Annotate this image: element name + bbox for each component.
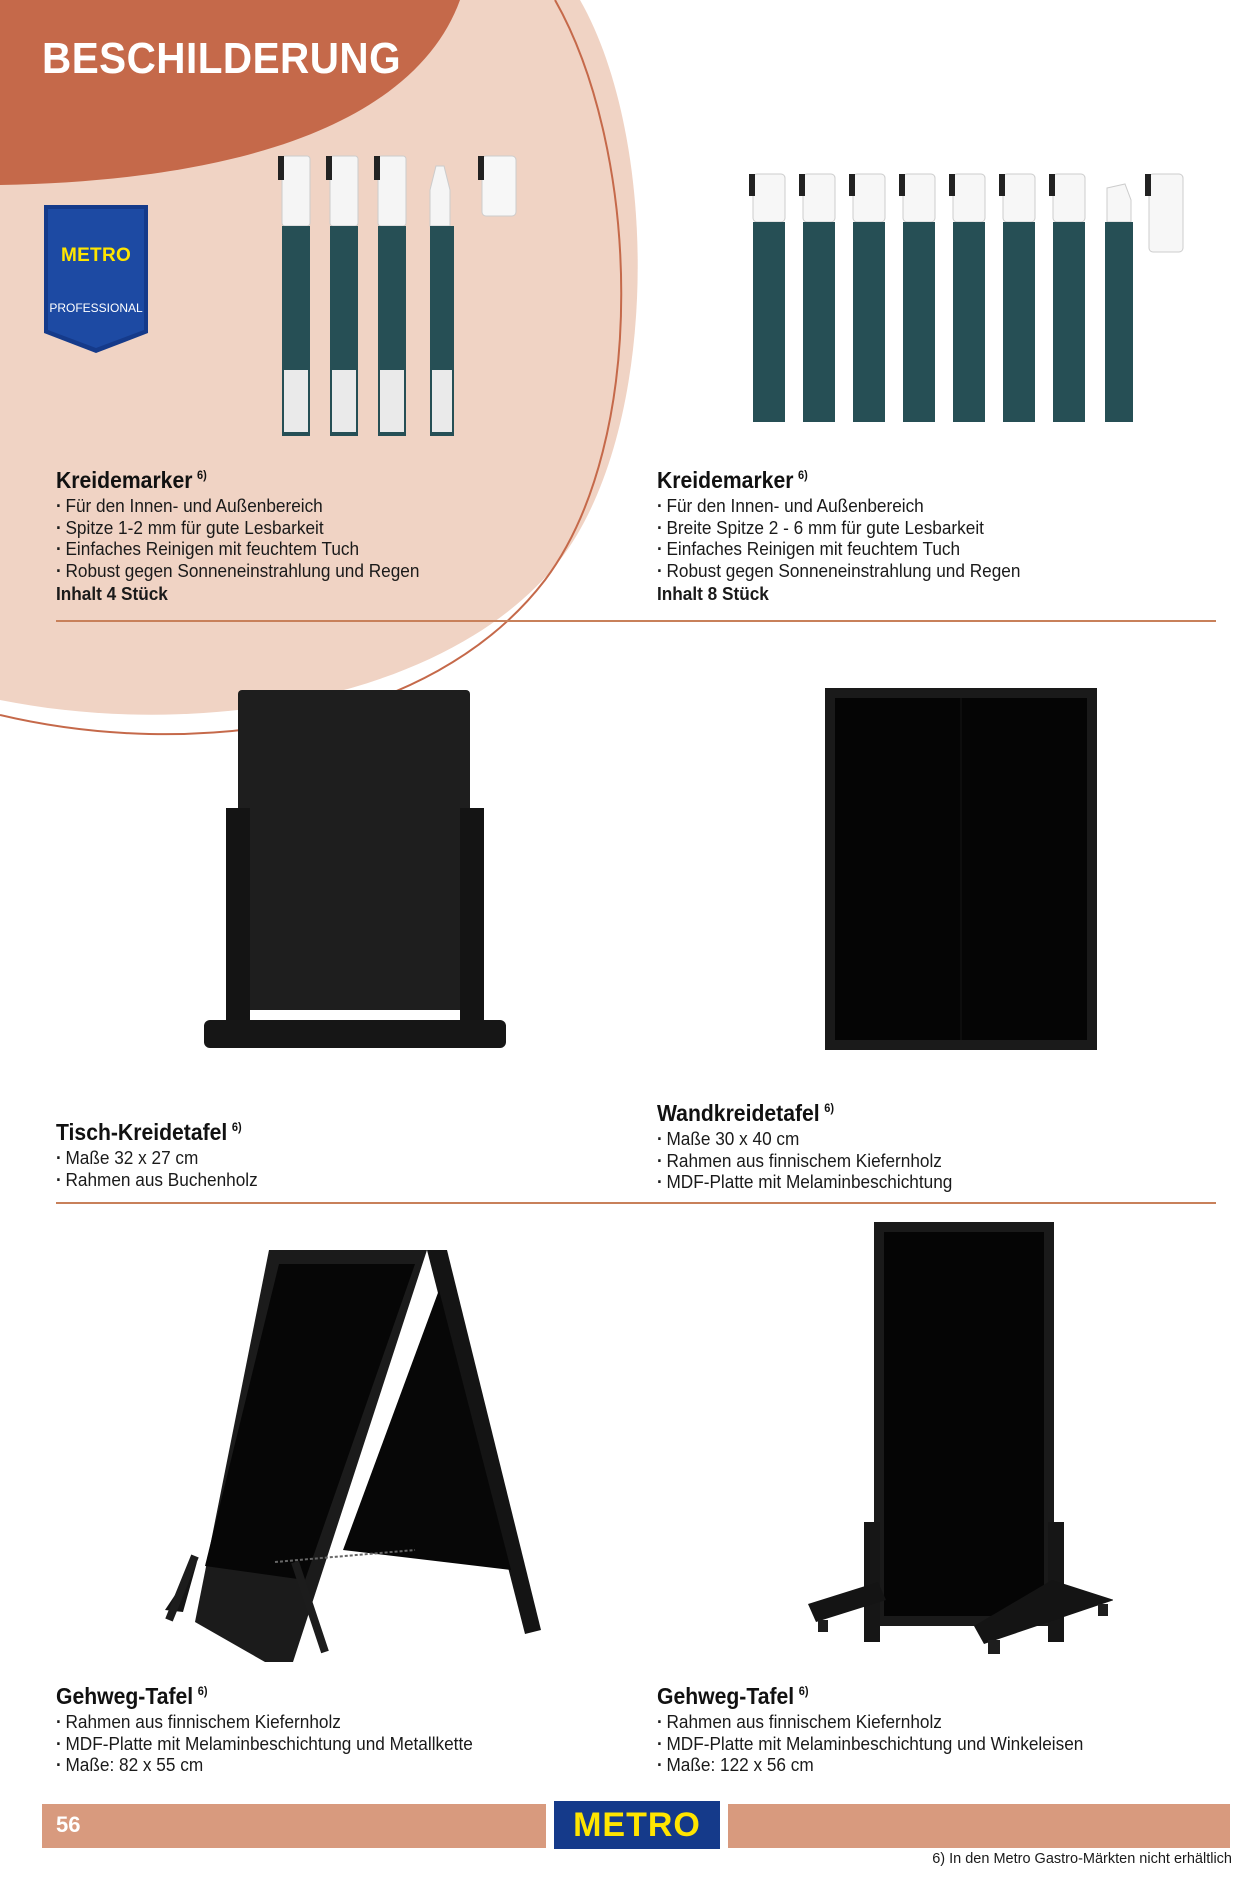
bullet-item: · Einfaches Reinigen mit feuchtem Tuch bbox=[657, 538, 1178, 560]
footnote-ref: 6) bbox=[197, 468, 207, 482]
product-gehweg-tafel-a bbox=[56, 1676, 616, 1776]
product-title bbox=[657, 1093, 1172, 1128]
standing-sidewalk-board-icon bbox=[808, 1222, 1113, 1662]
bullet-item: · Robust gegen Sonneneinstrahlung und Regen bbox=[56, 560, 577, 582]
badge-brand: METRO bbox=[60, 245, 132, 266]
bullet-item: · Für den Innen- und Außenbereich bbox=[56, 495, 577, 517]
product-wandkreidetafel bbox=[657, 1093, 1217, 1193]
bullet-item: · Für den Innen- und Außenbereich bbox=[657, 495, 1178, 517]
bullet-item: · Robust gegen Sonneneinstrahlung und Regen bbox=[657, 560, 1178, 582]
wall-chalkboard-icon bbox=[825, 688, 1097, 1050]
footnote-ref: 6) bbox=[197, 1684, 208, 1698]
bullet-item: · Rahmen aus finnischem Kiefernholz bbox=[657, 1150, 1178, 1172]
product-bullets bbox=[56, 1711, 616, 1776]
footnote: 6) In den Metro Gastro-Märkten nicht erhältlich bbox=[932, 1851, 1232, 1867]
chalk-marker-set-4-icon bbox=[270, 150, 530, 445]
bullet-item: · Maße 32 x 27 cm bbox=[56, 1147, 577, 1169]
a-frame-sidewalk-board-icon bbox=[165, 1250, 545, 1662]
metro-logo-text: METRO bbox=[573, 1806, 701, 1844]
product-bullets bbox=[657, 1128, 1217, 1193]
table-chalkboard-icon bbox=[200, 690, 510, 1050]
product-title bbox=[657, 460, 1172, 495]
footnote-ref: 6) bbox=[798, 1684, 809, 1698]
bullet-item: · Maße 30 x 40 cm bbox=[657, 1128, 1178, 1150]
section-divider bbox=[56, 1202, 1216, 1204]
metro-professional-badge bbox=[44, 205, 148, 353]
footnote-ref: 6) bbox=[824, 1101, 835, 1115]
product-name: Wandkreidetafel bbox=[657, 1100, 820, 1126]
bullet-item: · MDF-Platte mit Melaminbeschichtung bbox=[657, 1171, 1178, 1193]
footnote-ref: 6) bbox=[231, 1120, 242, 1134]
badge-sub: PROFESSIONAL bbox=[49, 301, 143, 315]
page-number: 56 bbox=[56, 1812, 81, 1837]
bullet-item: · Breite Spitze 2 - 6 mm für gute Lesbarkeit bbox=[657, 517, 1178, 539]
product-name: Gehweg-Tafel bbox=[56, 1683, 194, 1709]
footnote-ref: 6) bbox=[798, 468, 808, 482]
product-name: Gehweg-Tafel bbox=[657, 1683, 795, 1709]
product-tisch-kreidetafel bbox=[56, 1112, 616, 1190]
product-kreidemarker-8 bbox=[657, 460, 1217, 607]
product-content: Inhalt 4 Stück bbox=[56, 583, 168, 604]
product-name: Kreidemarker bbox=[56, 467, 193, 493]
chalk-marker-set-8-icon bbox=[745, 170, 1190, 425]
bullet-item: · Einfaches Reinigen mit feuchtem Tuch bbox=[56, 538, 577, 560]
product-bullets bbox=[56, 495, 616, 581]
product-bullets bbox=[657, 1711, 1217, 1776]
bullet-item: · Rahmen aus finnischem Kiefernholz bbox=[657, 1711, 1178, 1733]
product-title bbox=[657, 1676, 1172, 1711]
product-name: Tisch-Kreidetafel bbox=[56, 1119, 228, 1145]
product-title bbox=[56, 1676, 571, 1711]
product-title bbox=[56, 460, 571, 495]
bullet-item: · Spitze 1-2 mm für gute Lesbarkeit bbox=[56, 517, 577, 539]
product-title bbox=[56, 1112, 571, 1147]
bullet-item: · Maße: 122 x 56 cm bbox=[657, 1754, 1178, 1776]
page-title: BESCHILDERUNG bbox=[42, 34, 402, 83]
bullet-item: · Rahmen aus finnischem Kiefernholz bbox=[56, 1711, 577, 1733]
footer-bar-right bbox=[728, 1804, 1230, 1848]
bullet-item: · MDF-Platte mit Melaminbeschichtung und Winkeleisen bbox=[657, 1733, 1178, 1755]
product-name: Kreidemarker bbox=[657, 467, 794, 493]
footer-bar-left bbox=[42, 1804, 546, 1848]
bullet-item: · Rahmen aus Buchenholz bbox=[56, 1169, 577, 1191]
metro-logo bbox=[554, 1801, 720, 1849]
bullet-item: · MDF-Platte mit Melaminbeschichtung und Metallkette bbox=[56, 1733, 577, 1755]
product-bullets bbox=[657, 495, 1217, 581]
product-content: Inhalt 8 Stück bbox=[657, 583, 769, 604]
product-kreidemarker-4 bbox=[56, 460, 616, 607]
section-divider bbox=[56, 620, 1216, 622]
badge-shield-icon bbox=[44, 205, 148, 353]
product-bullets bbox=[56, 1147, 616, 1190]
bullet-item: · Maße: 82 x 55 cm bbox=[56, 1754, 577, 1776]
product-gehweg-tafel-b bbox=[657, 1676, 1217, 1776]
